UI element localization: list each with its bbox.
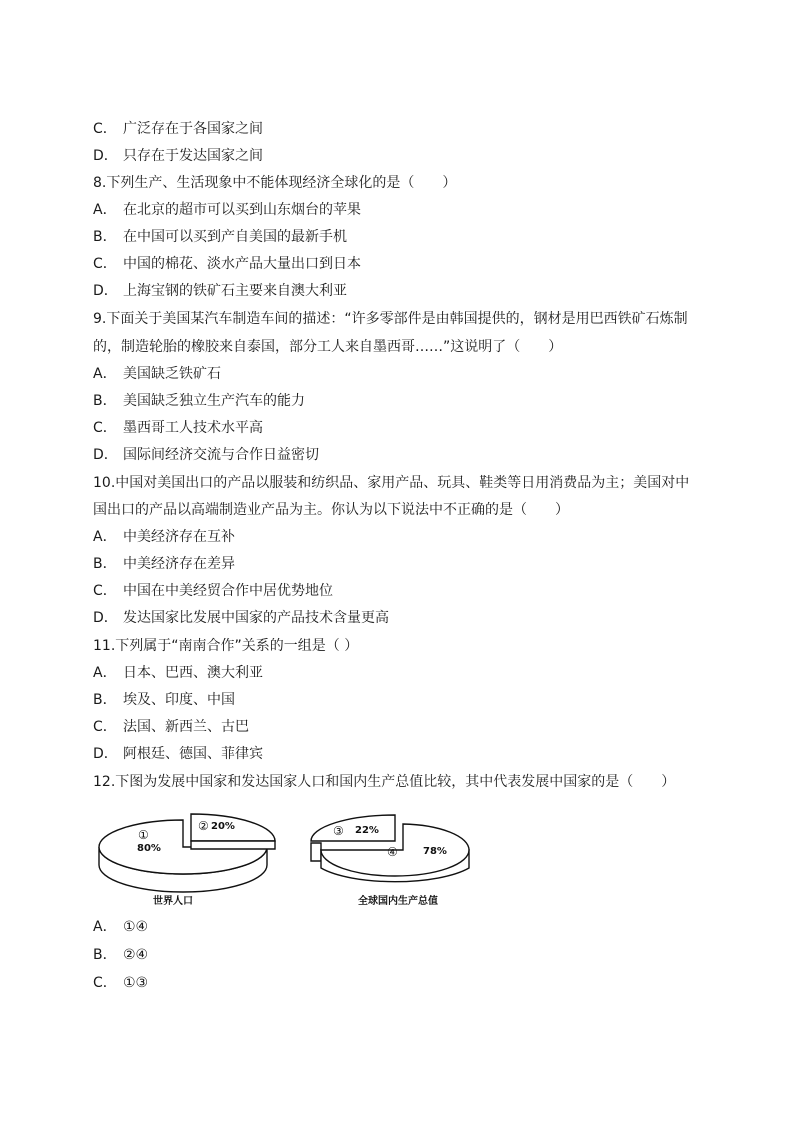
option-letter: B．	[93, 947, 117, 963]
pie1-marker-1: ①	[138, 828, 149, 842]
pie2-marker-4: ④	[387, 845, 398, 859]
option-letter: D．	[93, 447, 118, 463]
q9-option-c	[93, 418, 263, 438]
option-text: 发达国家比发展中国家的产品技术含量更高	[123, 610, 389, 626]
option-letter: A．	[93, 202, 117, 218]
option-text: 在中国可以买到产自美国的最新手机	[123, 229, 347, 245]
q8-option-c	[93, 254, 361, 274]
pie2-slice-small-top	[311, 815, 395, 841]
option-letter: D．	[93, 148, 118, 164]
option-text: 墨西哥工人技术水平高	[123, 420, 263, 436]
option-letter: C．	[93, 583, 117, 599]
q11-option-d	[93, 744, 263, 764]
option-text: 国际间经济交流与合作日益密切	[123, 447, 319, 463]
pie1-slice-exploded-side	[191, 841, 275, 849]
q11-option-b	[93, 690, 235, 710]
option-letter: C．	[93, 420, 117, 436]
pie-charts-svg	[93, 810, 473, 914]
option-letter: D．	[93, 283, 118, 299]
pie1-label-20: 20%	[211, 821, 235, 832]
option-text: 中国的棉花、淡水产品大量出口到日本	[123, 256, 361, 272]
question-12-stem: 12.下图为发展中国家和发达国家人口和国内生产总值比较，其中代表发展中国家的是（ ）	[93, 774, 676, 790]
option-text: 法国、新西兰、古巴	[123, 719, 249, 735]
q10-option-b	[93, 554, 235, 574]
pie2-caption: 全球国内生产总值	[358, 896, 438, 907]
option-letter: A．	[93, 366, 117, 382]
q12-option-a	[93, 917, 148, 937]
q7-option-c	[93, 119, 263, 139]
option-text: 广泛存在于各国家之间	[123, 121, 263, 137]
option-letter: A．	[93, 665, 117, 681]
option-letter: C．	[93, 719, 117, 735]
option-text: ①④	[123, 919, 149, 935]
option-text: 埃及、印度、中国	[123, 692, 235, 708]
pie2-label-78: 78%	[423, 846, 447, 857]
option-text: 在北京的超市可以买到山东烟台的苹果	[123, 202, 361, 218]
option-letter: B．	[93, 692, 117, 708]
q8-option-d	[93, 281, 347, 301]
q12-option-b	[93, 945, 148, 965]
option-text: 美国缺乏铁矿石	[123, 366, 221, 382]
q10-option-d	[93, 608, 389, 628]
question-9-stem-line-2: 的，制造轮胎的橡胶来自泰国，部分工人来自墨西哥……”这说明了（ ）	[93, 339, 563, 355]
q10-option-a	[93, 527, 235, 547]
option-letter: B．	[93, 556, 117, 572]
question-8-stem: 8.下列生产、生活现象中不能体现经济全球化的是（ ）	[93, 175, 457, 191]
q8-option-b	[93, 227, 347, 247]
q9-option-d	[93, 445, 319, 465]
option-letter: B．	[93, 229, 117, 245]
option-text: 中美经济存在差异	[123, 556, 235, 572]
option-letter: C．	[93, 975, 117, 991]
option-text: 阿根廷、德国、菲律宾	[123, 746, 263, 762]
question-11-stem: 11.下列属于“南南合作”关系的一组是（ ）	[93, 638, 359, 654]
option-text: ①③	[123, 975, 149, 991]
option-text: 只存在于发达国家之间	[123, 148, 263, 164]
option-letter: C．	[93, 121, 117, 137]
option-text: 美国缺乏独立生产汽车的能力	[123, 393, 305, 409]
option-text: 日本、巴西、澳大利亚	[123, 665, 263, 681]
q12-option-c	[93, 973, 148, 993]
option-text: 中国在中美经贸合作中居优势地位	[123, 583, 333, 599]
question-9-stem-line-1: 9.下面关于美国某汽车制造车间的描述：“许多零部件是由韩国提供的，钢材是用巴西铁矿石炼制	[93, 311, 688, 327]
pie1-label-80: 80%	[137, 843, 161, 854]
option-text: ②④	[123, 947, 149, 963]
option-letter: D．	[93, 610, 118, 626]
q8-option-a	[93, 200, 361, 220]
pie-world-population	[99, 814, 275, 907]
option-letter: B．	[93, 393, 117, 409]
pie1-caption: 世界人口	[153, 896, 193, 907]
pie-world-gdp	[311, 815, 469, 907]
option-letter: A．	[93, 919, 117, 935]
q9-option-a	[93, 364, 221, 384]
pie-charts-figure	[93, 810, 473, 914]
question-10-stem-line-2: 国出口的产品以高端制造业产品为主。你认为以下说法中不正确的是（ ）	[93, 502, 569, 518]
q7-option-d	[93, 146, 263, 166]
q11-option-c	[93, 717, 249, 737]
q9-option-b	[93, 391, 305, 411]
pie2-marker-3: ③	[333, 824, 344, 838]
option-text: 中美经济存在互补	[123, 529, 235, 545]
pie2-label-22: 22%	[355, 825, 379, 836]
option-letter: D．	[93, 746, 118, 762]
pie2-slice-small-side	[311, 843, 321, 861]
option-letter: A．	[93, 529, 117, 545]
pie1-marker-2: ②	[198, 819, 209, 833]
q11-option-a	[93, 663, 263, 683]
option-text: 上海宝钢的铁矿石主要来自澳大利亚	[123, 283, 347, 299]
q10-option-c	[93, 581, 333, 601]
option-letter: C．	[93, 256, 117, 272]
question-10-stem-line-1: 10.中国对美国出口的产品以服装和纺织品、家用产品、玩具、鞋类等日用消费品为主；美国对中	[93, 475, 690, 491]
